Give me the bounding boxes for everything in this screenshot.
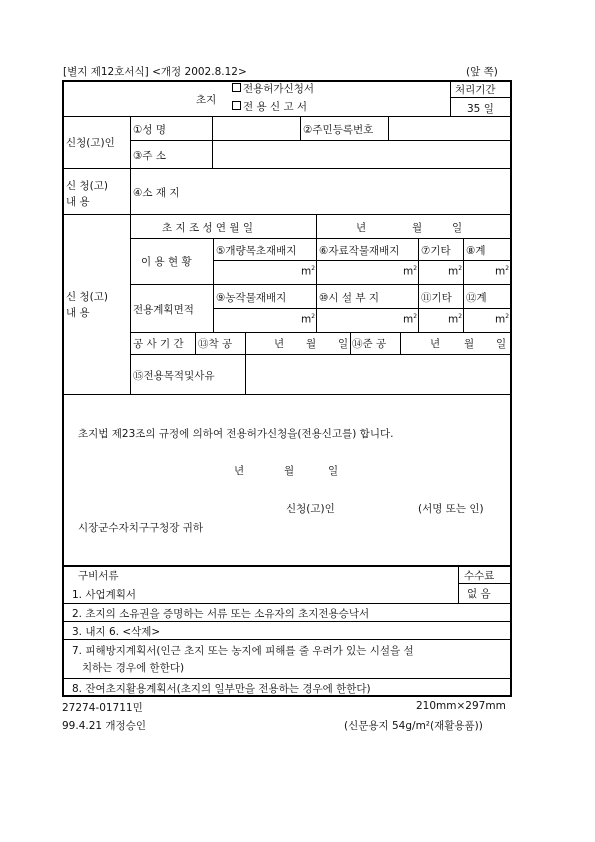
addressee: 시장군수자치구구청장 귀하 — [78, 522, 204, 534]
document-item: 2. 초지의 소유권을 증명하는 서류 또는 소유자의 초지전용승낙서 — [72, 608, 370, 620]
document-item: 8. 잔여초지활용계획서(초지의 일부만을 전용하는 경우에 한한다) — [72, 683, 371, 695]
end-day: 일 — [496, 338, 507, 350]
usage-unit-4: $m^2$ — [495, 265, 510, 278]
address-label: ③주 소 — [133, 150, 167, 162]
document-item: 7. 피해방지계획서(인근 초지 또는 농지에 피해를 줄 우려가 있는 시설을 설 — [72, 645, 414, 657]
document-item: 치하는 경우에 한한다) — [72, 662, 185, 674]
creation-day: 일 — [452, 222, 463, 234]
location-label: ④소 재 지 — [133, 187, 180, 199]
option-report[interactable] — [232, 99, 307, 114]
plan-unit-1: $m^2$ — [301, 313, 316, 326]
creation-month: 월 — [412, 222, 423, 234]
start-year: 년 — [274, 338, 285, 350]
creation-date-label: 초 지 조 성 연 월 일 — [162, 222, 254, 234]
signature-label: (서명 또는 인) — [418, 503, 484, 515]
plan-area-label: 전용계획면적 — [133, 304, 194, 316]
construction-period-label: 공 사 기 간 — [133, 338, 184, 350]
end-month: 월 — [464, 338, 475, 350]
id-number-field[interactable] — [391, 118, 506, 138]
plan-unit-2: $m^2$ — [403, 313, 418, 326]
name-field[interactable] — [215, 118, 297, 138]
start-day: 일 — [338, 338, 349, 350]
plan-col-1: ⑨농작물재배지 — [216, 292, 287, 304]
creation-year: 년 — [356, 222, 367, 234]
form-id: [별지 제12호서식] <개정 2002.8.12> — [63, 66, 247, 78]
declaration-statement: 초지법 제23조의 규정에 의하여 전용허가신청을(전용신고를) 합니다. — [78, 428, 394, 440]
content-section-label: 신 청(고) 내 용 — [66, 180, 108, 208]
date-month: 월 — [284, 465, 295, 477]
checkbox-icon[interactable] — [232, 83, 241, 92]
purpose-label: ⑮전용목적및사유 — [133, 370, 215, 382]
page-side: (앞 쪽) — [466, 66, 498, 78]
fee-value: 없 음 — [467, 588, 491, 600]
applicant-section-label: 신청(고)인 — [66, 137, 115, 149]
paper-size: 210mm×297mm — [416, 700, 506, 712]
paper-type: (신문용지 54g/m²(재활용품)) — [344, 720, 483, 732]
option-permit-label: 전용허가신청서 — [243, 83, 315, 95]
start-label: ⑬착 공 — [198, 338, 233, 350]
usage-col-3: ⑦기타 — [421, 245, 451, 257]
usage-unit-1: $m^2$ — [301, 265, 316, 278]
name-label: ①성 명 — [133, 124, 167, 136]
usage-label: 이 용 현 황 — [141, 256, 192, 268]
purpose-field[interactable] — [248, 358, 506, 390]
date-day: 일 — [328, 465, 339, 477]
usage-col-1: ⑤개량목초재배지 — [216, 245, 297, 257]
approval-note: 99.4.21 개정승인 — [62, 720, 146, 732]
processing-period-value: 35 일 — [467, 103, 494, 115]
id-number-label: ②주민등록번호 — [303, 124, 374, 136]
plan-col-4: ⑫계 — [466, 292, 487, 304]
usage-col-4: ⑧계 — [466, 245, 486, 257]
checkbox-icon[interactable] — [232, 101, 241, 110]
usage-unit-3: $m^2$ — [448, 265, 463, 278]
end-year: 년 — [430, 338, 441, 350]
fee-label: 수수료 — [464, 570, 495, 582]
end-label: ⑭준 공 — [352, 338, 387, 350]
location-field[interactable] — [215, 176, 505, 208]
usage-unit-2: $m^2$ — [403, 265, 418, 278]
plan-unit-3: $m^2$ — [448, 313, 463, 326]
documents-title: 구비서류 — [78, 570, 119, 582]
document-item: 3. 내지 6. <삭제> — [72, 626, 161, 638]
content-section-label-2: 신 청(고) 내 용 — [66, 291, 108, 319]
plan-col-3: ⑪기타 — [421, 292, 452, 304]
option-permit[interactable] — [232, 81, 314, 96]
applicant-sign-label: 신청(고)인 — [286, 503, 335, 515]
option-report-label: 전 용 신 고 서 — [243, 101, 308, 113]
address-field[interactable] — [215, 144, 505, 164]
processing-period-label: 처리기간 — [455, 84, 496, 96]
plan-unit-4: $m^2$ — [495, 313, 510, 326]
form-prefix: 초지 — [196, 94, 217, 106]
plan-col-2: ⑩시 설 부 지 — [319, 292, 379, 304]
start-month: 월 — [306, 338, 317, 350]
form-code: 27274-01711민 — [62, 702, 143, 714]
usage-col-2: ⑥자료작물재배지 — [319, 245, 400, 257]
date-year: 년 — [234, 465, 245, 477]
document-item: 1. 사업계획서 — [72, 589, 137, 601]
